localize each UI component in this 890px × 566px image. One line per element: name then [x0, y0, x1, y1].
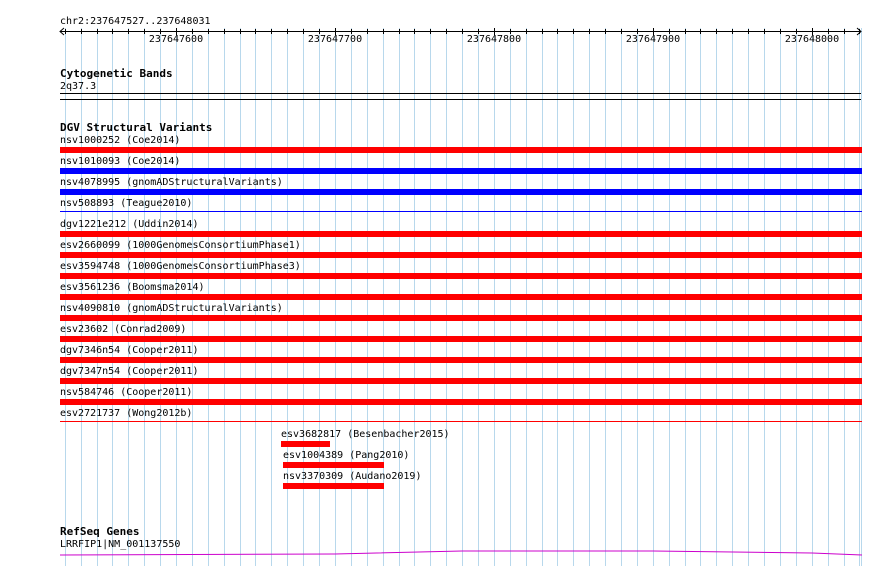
dgv-feature-label[interactable]: esv2660099 (1000GenomesConsortiumPhase1)	[60, 240, 301, 251]
dgv-partial-feature-bar[interactable]	[281, 441, 330, 447]
dgv-feature-label[interactable]: nsv508893 (Teague2010)	[60, 198, 193, 209]
dgv-feature-bar[interactable]	[60, 315, 862, 321]
ruler-location: chr2:237647527..237648031	[60, 16, 211, 27]
dgv-feature-bar[interactable]	[60, 252, 862, 258]
dgv-feature-bar[interactable]	[60, 189, 862, 195]
ruler-tick-label: 237648000	[784, 34, 840, 45]
dgv-feature-bar[interactable]	[60, 357, 862, 363]
dgv-partial-feature-bar[interactable]	[283, 462, 384, 468]
dgv-feature-label[interactable]: nsv1000252 (Coe2014)	[60, 135, 181, 146]
dgv-feature-bar[interactable]	[60, 336, 862, 342]
refseq-gene-label[interactable]: LRRFIP1|NM_001137550	[60, 539, 181, 550]
dgv-feature-bar[interactable]	[60, 168, 862, 174]
dgv-feature-label[interactable]: esv3594748 (1000GenomesConsortiumPhase3)	[60, 261, 301, 272]
refseq-track-title[interactable]: RefSeq Genes	[60, 525, 140, 538]
dgv-feature-label[interactable]: dgv1221e212 (Uddin2014)	[60, 219, 199, 230]
dgv-feature-bar[interactable]	[60, 231, 862, 237]
ruler-tick-label: 237647600	[148, 34, 204, 45]
dgv-feature-label[interactable]: esv23602 (Conrad2009)	[60, 324, 187, 335]
dgv-feature-bar[interactable]	[60, 147, 862, 153]
dgv-feature-label[interactable]: nsv584746 (Cooper2011)	[60, 387, 193, 398]
cytoband-track-title[interactable]: Cytogenetic Bands	[60, 67, 173, 80]
refseq-gene-line[interactable]	[60, 551, 862, 555]
dgv-feature-label[interactable]: esv2721737 (Wong2012b)	[60, 408, 193, 419]
dgv-feature-label[interactable]: esv1004389 (Pang2010)	[283, 450, 410, 461]
dgv-feature-label[interactable]: dgv7347n54 (Cooper2011)	[60, 366, 199, 377]
dgv-feature-label[interactable]: nsv4078995 (gnomADStructuralVariants)	[60, 177, 283, 188]
dgv-feature-label[interactable]: nsv3370309 (Audano2019)	[283, 471, 422, 482]
ruler-tick-label: 237647900	[625, 34, 681, 45]
dgv-feature-bar[interactable]	[60, 273, 862, 279]
dgv-feature-label[interactable]: dgv7346n54 (Cooper2011)	[60, 345, 199, 356]
dgv-feature-label[interactable]: nsv1010093 (Coe2014)	[60, 156, 181, 167]
dgv-feature-label[interactable]: nsv4090810 (gnomADStructuralVariants)	[60, 303, 283, 314]
dgv-feature-bar[interactable]	[60, 399, 862, 405]
dgv-feature-label[interactable]: esv3682817 (Besenbacher2015)	[281, 429, 450, 440]
cytoband-label[interactable]: 2q37.3	[60, 81, 97, 92]
ruler-tick-label: 237647800	[466, 34, 522, 45]
dgv-partial-feature-bar[interactable]	[283, 483, 384, 489]
dgv-track-title[interactable]: DGV Structural Variants	[60, 121, 213, 134]
dgv-feature-bar[interactable]	[60, 378, 862, 384]
dgv-feature-label[interactable]: esv3561236 (Boomsma2014)	[60, 282, 205, 293]
ruler-tick-label: 237647700	[307, 34, 363, 45]
dgv-feature-bar[interactable]	[60, 294, 862, 300]
